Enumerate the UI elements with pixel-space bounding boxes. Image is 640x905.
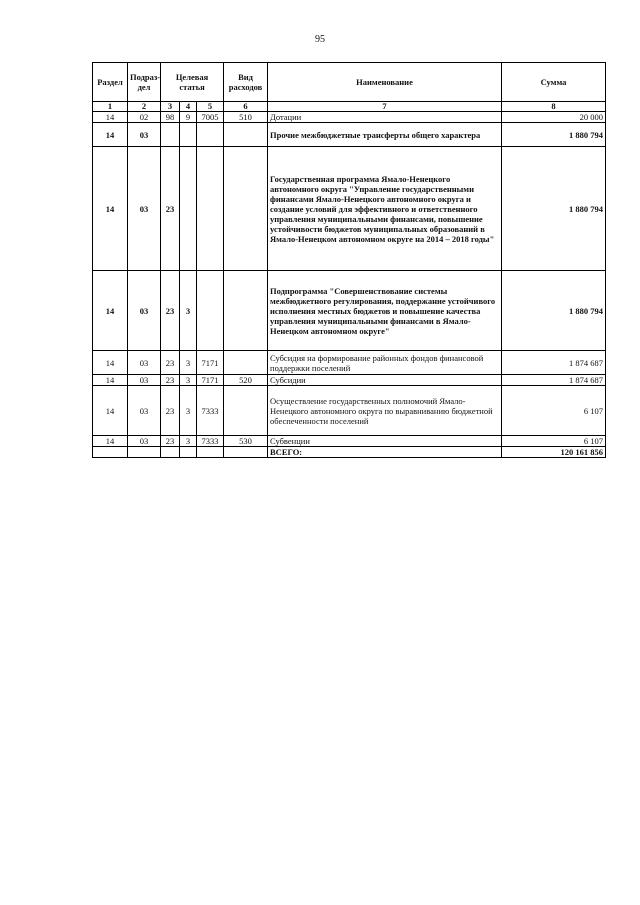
col-number: 5 <box>197 102 224 112</box>
col-number: 8 <box>502 102 606 112</box>
vid-cell: 530 <box>224 436 268 447</box>
table-row <box>93 386 606 436</box>
cs3-cell: 7333 <box>197 436 224 447</box>
name-cell: Государственная программа Ямало-Ненецкого автономного округа "Управление государственными финансами Ямало-Ненецкого автономного округа и создание условий для эффективного и ответственного управления муниципальными финансами, повышение устойчивости бюджетов муниципальных образований в Ямало-Ненецком автономном округе на 2014 – 2018 годы" <box>268 147 502 271</box>
table-row <box>93 271 606 351</box>
header-podrazdel: Подраз-дел <box>128 63 161 102</box>
total-row <box>93 447 606 458</box>
razdel-cell: 14 <box>93 123 128 147</box>
sum-cell: 6 107 <box>502 386 606 436</box>
cs3-cell <box>197 271 224 351</box>
vid-cell <box>224 351 268 375</box>
cs1-cell: 23 <box>161 271 180 351</box>
sum-cell: 1 880 794 <box>502 271 606 351</box>
total-label: ВСЕГО: <box>268 447 502 458</box>
vid-cell: 510 <box>224 112 268 123</box>
sum-cell: 6 107 <box>502 436 606 447</box>
col-number: 4 <box>180 102 197 112</box>
table-row <box>93 123 606 147</box>
cs3-cell: 7333 <box>197 386 224 436</box>
cs1-cell: 23 <box>161 375 180 386</box>
header-row <box>93 63 606 102</box>
column-number-row <box>93 102 606 112</box>
cs1-cell: 23 <box>161 386 180 436</box>
table-row <box>93 147 606 271</box>
page-number: 95 <box>315 34 325 45</box>
cs2-cell: 3 <box>180 375 197 386</box>
sum-cell: 1 880 794 <box>502 147 606 271</box>
cs3-cell: 7171 <box>197 351 224 375</box>
cs1-cell: 98 <box>161 112 180 123</box>
name-cell: Субсидии <box>268 375 502 386</box>
podrazdel-cell: 03 <box>128 147 161 271</box>
table-row <box>93 112 606 123</box>
cs1-cell: 23 <box>161 351 180 375</box>
vid-cell <box>224 271 268 351</box>
col-number: 6 <box>224 102 268 112</box>
podrazdel-cell: 03 <box>128 271 161 351</box>
cs3-cell <box>197 147 224 271</box>
podrazdel-cell: 02 <box>128 112 161 123</box>
col-number: 2 <box>128 102 161 112</box>
cs3-cell: 7005 <box>197 112 224 123</box>
total-sum: 120 161 856 <box>502 447 606 458</box>
razdel-cell: 14 <box>93 386 128 436</box>
name-cell: Прочие межбюджетные трансферты общего характера <box>268 123 502 147</box>
razdel-cell: 14 <box>93 271 128 351</box>
sum-cell: 20 000 <box>502 112 606 123</box>
razdel-cell: 14 <box>93 147 128 271</box>
vid-cell <box>224 147 268 271</box>
sum-cell: 1 874 687 <box>502 351 606 375</box>
cs2-cell <box>180 147 197 271</box>
cs3-cell: 7171 <box>197 375 224 386</box>
cs2-cell: 3 <box>180 271 197 351</box>
header-celevaya-statya: Целевая статья <box>161 63 224 102</box>
cs3-cell <box>197 123 224 147</box>
header-vid-rashodov: Вид расходов <box>224 63 268 102</box>
header-summa: Сумма <box>502 63 606 102</box>
vid-cell <box>224 386 268 436</box>
cs2-cell: 3 <box>180 351 197 375</box>
name-cell: Субвенции <box>268 436 502 447</box>
cs1-cell: 23 <box>161 436 180 447</box>
cs1-cell: 23 <box>161 147 180 271</box>
cs2-cell <box>180 123 197 147</box>
name-cell: Дотации <box>268 112 502 123</box>
razdel-cell: 14 <box>93 351 128 375</box>
podrazdel-cell: 03 <box>128 436 161 447</box>
header-naimenovanie: Наименование <box>268 63 502 102</box>
podrazdel-cell: 03 <box>128 375 161 386</box>
name-cell: Осуществление государственных полномочий Ямало-Ненецкого автономного округа по выравниванию бюджетной обеспеченности поселений <box>268 386 502 436</box>
name-cell: Субсидия на формирование районных фондов финансовой поддержки поселений <box>268 351 502 375</box>
cs1-cell <box>161 123 180 147</box>
podrazdel-cell: 03 <box>128 351 161 375</box>
podrazdel-cell: 03 <box>128 386 161 436</box>
table-row <box>93 436 606 447</box>
cs2-cell: 3 <box>180 386 197 436</box>
razdel-cell: 14 <box>93 375 128 386</box>
podrazdel-cell: 03 <box>128 123 161 147</box>
budget-table <box>92 62 606 458</box>
vid-cell: 520 <box>224 375 268 386</box>
header-razdel: Раздел <box>93 63 128 102</box>
cs2-cell: 3 <box>180 436 197 447</box>
cs2-cell: 9 <box>180 112 197 123</box>
vid-cell <box>224 123 268 147</box>
razdel-cell: 14 <box>93 436 128 447</box>
table-row <box>93 375 606 386</box>
name-cell: Подпрограмма "Совершенствование системы межбюджетного регулирования, поддержание устойчивого исполнения местных бюджетов и повышение качества управления муниципальными финансами в Ямало-Ненецком автономном округе" <box>268 271 502 351</box>
table-row <box>93 351 606 375</box>
col-number: 7 <box>268 102 502 112</box>
col-number: 1 <box>93 102 128 112</box>
col-number: 3 <box>161 102 180 112</box>
sum-cell: 1 880 794 <box>502 123 606 147</box>
sum-cell: 1 874 687 <box>502 375 606 386</box>
razdel-cell: 14 <box>93 112 128 123</box>
